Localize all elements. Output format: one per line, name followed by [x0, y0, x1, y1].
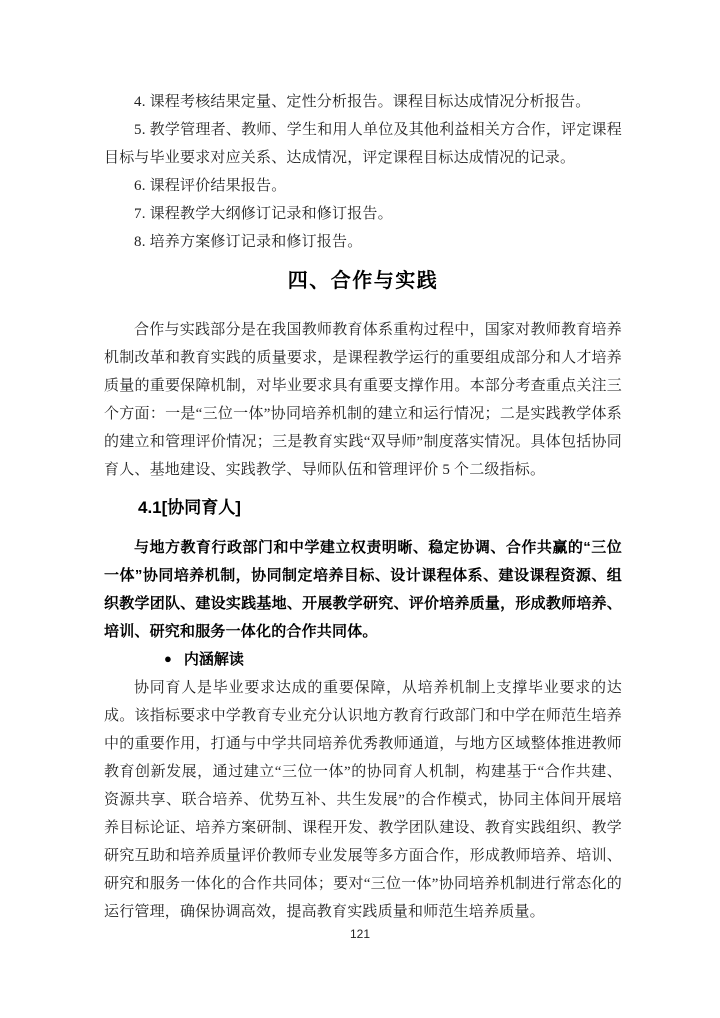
list-item-5: 5. 教学管理者、教师、学生和用人单位及其他利益相关方合作，评定课程目标与毕业要求对应关系、达成情况，评定课程目标达成情况的记录。	[104, 122, 622, 166]
bullet-icon: ●	[164, 651, 172, 666]
list-item-4: 4. 课程考核结果定量、定性分析报告。课程目标达成情况分析报告。	[134, 94, 591, 110]
section-heading: 四、合作与实践	[287, 270, 439, 292]
standard-paragraph: 与地方教育行政部门和中学建立权责明晰、稳定协调、合作共赢的“三位一体”协同培养机制，协同制定培养目标、设计课程体系、建设课程资源、组织教学团队、建设实践基地、开展教学研究、评价培养质量，形成教师培养、培训、研究和服务一体化的合作共同体。	[104, 539, 622, 640]
list-item-6: 6. 课程评价结果报告。	[134, 178, 287, 194]
document-content	[104, 88, 622, 926]
list-item-8: 8. 培养方案修订记录和修订报告。	[134, 234, 363, 250]
list-item-7: 7. 课程教学大纲修订记录和修订报告。	[134, 206, 393, 222]
interpretation-paragraph: 协同育人是毕业要求达成的重要保障，从培养机制上支撑毕业要求的达成。该指标要求中学教育专业充分认识地方教育行政部门和中学在师范生培养中的重要作用，打通与中学共同培养优秀教师通道，与地方区域整体推进教师教育创新发展，通过建立“三位一体”的协同育人机制，构建基于“合作共建、资源共享、联合培养、优势互补、共生发展”的合作模式，协同主体间开展培养目标论证、培养方案研制、课程开发、教学团队建设、教育实践组织、教学研究互助和培养质量评价教师专业发展等多方面合作，形成教师培养、培训、研究和服务一体化的合作共同体；要对“三位一体”协同培养机制进行常态化的运行管理，确保协调高效，提高教育实践质量和师范生培养质量。	[104, 680, 622, 920]
subsection-heading: 4.1[协同育人]	[138, 498, 241, 517]
section-intro-paragraph: 合作与实践部分是在我国教师教育体系重构过程中，国家对教师教育培养机制改革和教育实践的质量要求，是课程教学运行的重要组成部分和人才培养质量的重要保障机制，对毕业要求具有重要支撑作用。本部分考查重点关注三个方面：一是“三位一体”协同培养机制的建立和运行情况；二是实践教学体系的建立和管理评价情况；三是教育实践“双导师”制度落实情况。具体包括协同育人、基地建设、实践教学、导师队伍和管理评价 5 个二级指标。	[104, 322, 622, 478]
bullet-line	[104, 646, 622, 674]
page-number: 121	[349, 927, 371, 941]
bullet-label: 内涵解读	[183, 651, 244, 668]
